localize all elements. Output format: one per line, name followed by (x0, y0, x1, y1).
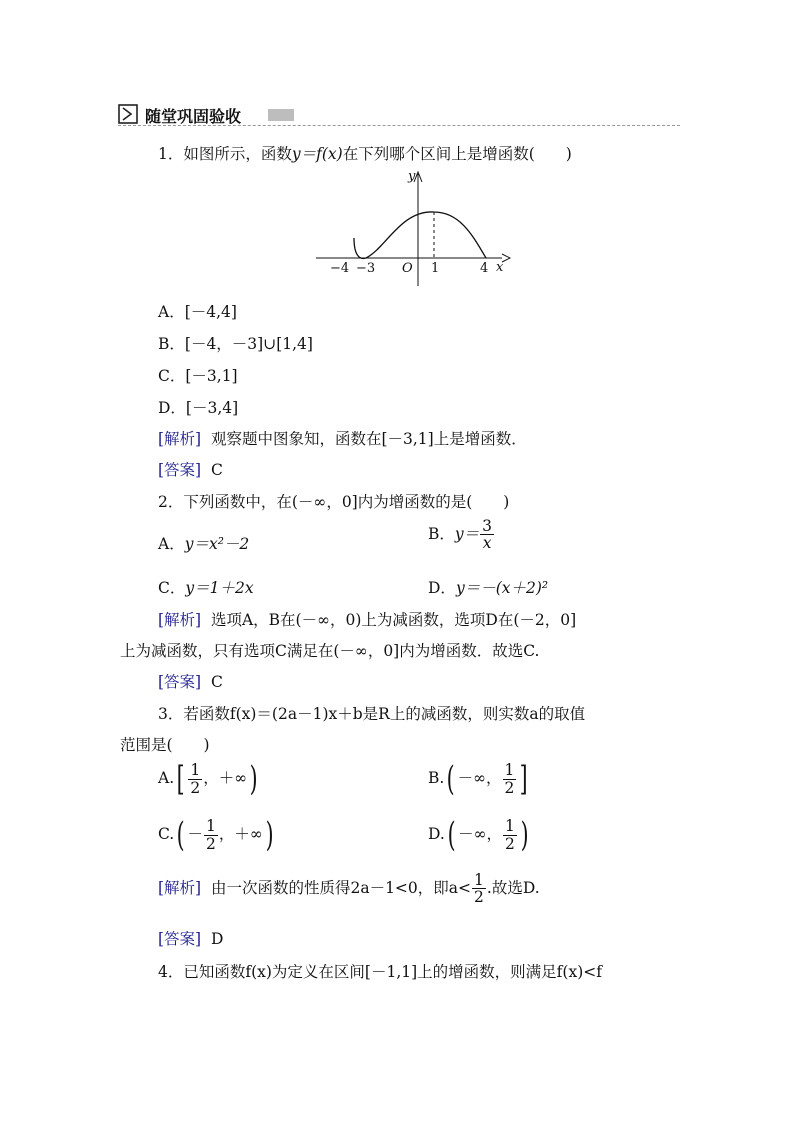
q3-option-c: C.( － $\frac{1}{2}$ ，＋∞) (158, 815, 274, 855)
q1-graph (316, 168, 516, 288)
q2-option-b: B．y＝ $\frac{3}{x}$ (428, 517, 493, 553)
answer-tag: [答案] (158, 461, 202, 479)
q2-stem: 2．下列函数中，在(－∞，0]内为增函数的是( ) (158, 493, 510, 511)
q1-option-b: B．[－4，－3]∪[1,4] (158, 335, 313, 353)
section-title: 随堂巩固验收 (145, 107, 242, 126)
fraction: $\frac{1}{2}$ (504, 761, 515, 797)
q2-option-c: C．y＝1＋2x (158, 579, 254, 597)
analysis-tag: [解析] (158, 611, 202, 629)
answer-tag: [答案] (158, 673, 202, 691)
fraction: $\frac{3}{x}$ (482, 517, 493, 553)
section-arrow-icon (118, 104, 138, 124)
fraction: $\frac{1}{2}$ (474, 871, 484, 907)
q3-answer: [答案] D (158, 930, 224, 948)
q3-analysis: [解析] 由一次函数的性质得2a－1<0，即a< $\frac{1}{2}$ .故选D. (158, 871, 540, 907)
q1-stem: 1．如图所示，函数y＝f(x)在下列哪个区间上是增函数( ) (158, 145, 572, 163)
q2-answer: [答案] C (158, 673, 223, 691)
graph-tick-1: 1 (431, 261, 440, 276)
analysis-tag: [解析] (158, 430, 202, 448)
graph-tick-4: 4 (480, 261, 489, 276)
q2-option-d: D．y＝－(x＋2)² (428, 579, 549, 597)
q1-answer: [答案] C (158, 461, 223, 479)
q1-option-d: D．[－3,4] (158, 399, 239, 417)
q3-stem-line2: 范围是( ) (120, 736, 210, 754)
graph-origin: O (402, 261, 413, 276)
graph-x-label: x (496, 260, 504, 275)
section-divider (118, 125, 680, 126)
q4-stem: 4．已知函数f(x)为定义在区间[－1,1]上的增函数，则满足f(x)<f (158, 963, 602, 981)
q2-option-a: A．y＝x²－2 (158, 535, 250, 553)
graph-y-label: y (408, 169, 416, 184)
q2-analysis-line2: 上为减函数，只有选项C满足在(－∞，0]内为增函数．故选C. (120, 642, 540, 660)
fraction: $\frac{1}{2}$ (505, 817, 515, 853)
q3-option-a: A.[ $\frac{1}{2}$ ，＋∞) (158, 759, 258, 799)
q1-option-a: A．[－4,4] (158, 303, 237, 321)
graph-tick-m4: −4 (330, 261, 350, 276)
q3-stem-line1: 3．若函数f(x)＝(2a－1)x＋b是R上的减函数，则实数a的取值 (158, 705, 586, 723)
answer-tag: [答案] (158, 930, 202, 948)
q3-option-b: B.( －∞， $\frac{1}{2}$ ] (428, 759, 529, 799)
fraction: $\frac{1}{2}$ (206, 817, 216, 853)
q1-analysis: [解析] 观察题中图象知，函数在[－3,1]上是增函数． (158, 430, 527, 448)
analysis-tag: [解析] (158, 878, 202, 897)
q2-analysis-line1: [解析] 选项A，B在(－∞，0)上为减函数，选项D在(－2，0] (158, 611, 577, 629)
fraction: $\frac{1}{2}$ (190, 761, 201, 797)
graph-tick-m3: −3 (356, 261, 376, 276)
q3-option-d: D.( －∞， $\frac{1}{2}$ ) (428, 815, 529, 855)
section-decor (268, 109, 294, 121)
q1-option-c: C．[－3,1] (158, 367, 238, 385)
